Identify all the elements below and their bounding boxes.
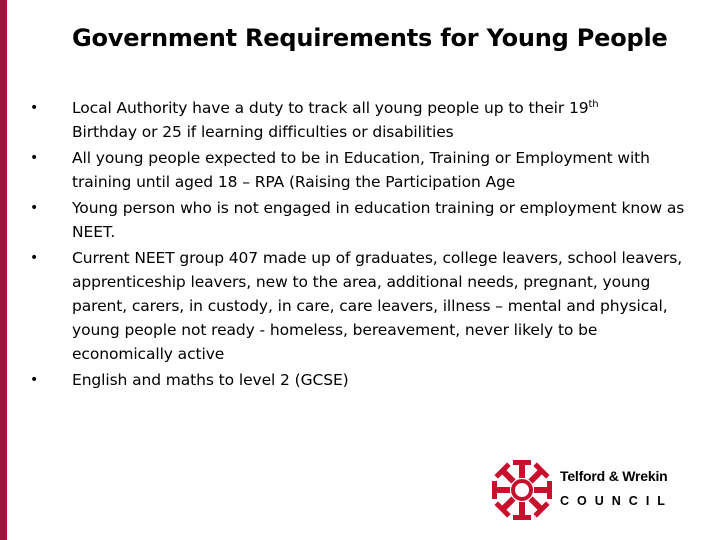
logo-name: Telford & Wrekin <box>560 468 668 484</box>
bullet-text: Local Authority have a duty to track all young people up to their 19 <box>72 99 589 117</box>
bullet-dot: • <box>30 250 39 266</box>
bullet-text: Current NEET group 407 made up of graduates, college leavers, school leavers, apprenticeship leavers, new to the area, additional needs, pregnant, young parent, carers, in custody, in care, care leavers, illness – mental and physical, young people not ready - homeless, bereavement, never likely to be economically active <box>72 249 683 363</box>
bullet-item <box>30 96 700 144</box>
council-logo <box>490 458 680 524</box>
bullet-item <box>30 246 700 366</box>
bullet-dot: • <box>30 200 39 216</box>
bullet-item <box>30 368 700 392</box>
bullet-item <box>30 146 700 194</box>
bullet-text: English and maths to level 2 (GCSE) <box>72 371 349 389</box>
left-accent-bar <box>0 0 7 540</box>
bullet-text-continued: Birthday or 25 if learning difficulties or disabilities <box>72 123 454 141</box>
bullet-text: All young people expected to be in Education, Training or Employment with training until aged 18 – RPA (Raising the Participation Age <box>72 149 650 191</box>
logo-subtitle: COUNCIL <box>560 494 673 508</box>
bullet-text: Young person who is not engaged in education training or employment know as NEET. <box>72 199 685 241</box>
bullet-list <box>30 96 700 394</box>
bullet-superscript: th <box>588 98 599 110</box>
telford-wrekin-emblem-icon <box>490 458 554 522</box>
bullet-dot: • <box>30 150 39 166</box>
bullet-dot: • <box>30 372 39 388</box>
slide-title: Government Requirements for Young People <box>72 24 668 52</box>
bullet-dot: • <box>30 100 39 116</box>
bullet-item <box>30 196 700 244</box>
